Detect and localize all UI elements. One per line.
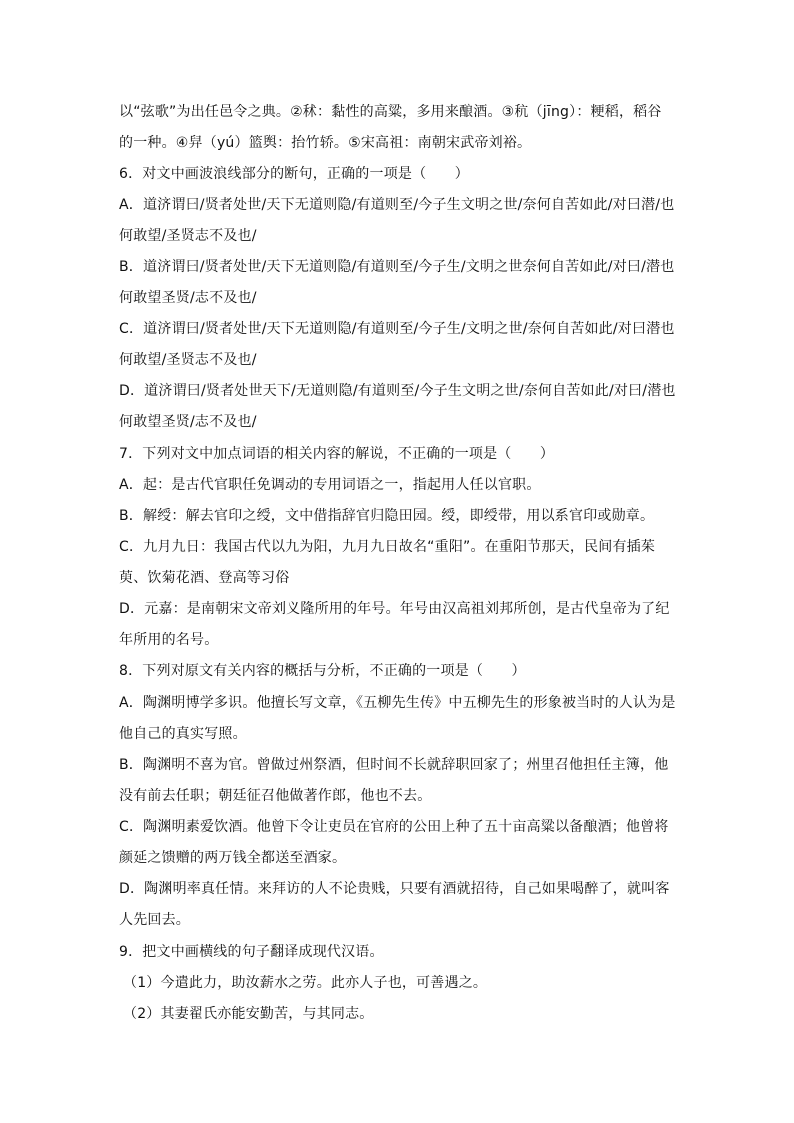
option-c-line: C．道济谓曰/贤者处世/天下无道则隐/有道则至/今子生/文明之世/奈何自苦如此/对曰潜也: [119, 321, 675, 337]
note-line: 的一种。④舁（yú）篮舆：抬竹轿。⑤宋高祖：南朝宋武帝刘裕。: [119, 135, 532, 151]
option-c-line: 何敢望/圣贤志不及也/: [119, 352, 257, 368]
question-8-stem: 8．下列对原文有关内容的概括与分析，不正确的一项是（ ）: [119, 663, 526, 679]
question-6-stem: 6．对文中画波浪线部分的断句，正确的一项是（ ）: [119, 166, 469, 182]
option-c-line: C．九月九日：我国古代以九为阳，九月九日故名“重阳”。在重阳节那天，民间有插茱: [119, 539, 656, 555]
note-line: 以“弦歌”为出任邑令之典。②秫：黏性的高粱，多用来酿酒。③秔（jīng）：粳稻，稻谷: [119, 104, 662, 120]
option-b-line: B．道济谓曰/贤者处世/天下无道则隐/有道则至/今子生/文明之世奈何自苦如此/对曰/潜也: [119, 259, 675, 275]
option-b-line: 何敢望圣贤/志不及也/: [119, 290, 257, 306]
option-c-line: C．陶渊明素爱饮酒。他曾下令让吏员在官府的公田上种了五十亩高粱以备酿酒；他曾将: [119, 819, 669, 835]
translation-item-1: （1）今遣此力，助汝薪水之劳。此亦人子也，可善遇之。: [123, 975, 488, 991]
translation-item-2: （2）其妻翟氏亦能安勤苦，与其同志。: [123, 1006, 374, 1022]
option-d-line: D．陶渊明率真任情。来拜访的人不论贵贱，只要有酒就招待，自己如果喝醉了，就叫客: [119, 881, 670, 897]
option-a-line: 他自己的真实写照。: [119, 726, 247, 742]
option-a-line: 何敢望/圣贤志不及也/: [119, 228, 257, 244]
option-d-line: 年所用的名号。: [119, 632, 219, 648]
option-d-line: D．元嘉：是南朝宋文帝刘义隆所用的年号。年号由汉高祖刘邦所创，是古代皇帝为了纪: [119, 601, 670, 617]
option-b-line: 没有前去任职；朝廷征召他做著作郎，他也不去。: [119, 788, 432, 804]
option-a-line: A．道济谓曰/贤者处世/天下无道则隐/有道则至/今子生文明之世/奈何自苦如此/对曰潜/也: [119, 197, 675, 213]
option-c-line: 萸、饮菊花酒、登高等习俗: [119, 570, 290, 586]
option-d-line: 何敢望圣贤/志不及也/: [119, 414, 257, 430]
option-a-line: A．陶渊明博学多识。他擅长写文章，《五柳先生传》中五柳先生的形象被当时的人认为是: [119, 695, 676, 711]
question-9-stem: 9．把文中画横线的句子翻译成现代汉语。: [119, 944, 384, 960]
option-d-line: 人先回去。: [119, 912, 190, 928]
option-c-line: 颜延之馈赠的两万钱全都送至酒家。: [119, 850, 347, 866]
question-7-stem: 7．下列对文中加点词语的相关内容的解说，不正确的一项是（ ）: [119, 446, 555, 462]
option-a-line: A．起：是古代官职任免调动的专用词语之一，指起用人任以官职。: [119, 477, 541, 493]
option-d-line: D．道济谓曰/贤者处世天下/无道则隐/有道则至/今子生文明之世/奈何自苦如此/对曰/潜也: [119, 383, 676, 399]
option-b-line: B．陶渊明不喜为官。曾做过州祭酒，但时间不长就辞职回家了；州里召他担任主簿，他: [119, 757, 669, 773]
option-b-line: B．解绶：解去官印之绶，文中借指辞官归隐田园。绶，即绶带，用以系官印或勋章。: [119, 508, 655, 524]
